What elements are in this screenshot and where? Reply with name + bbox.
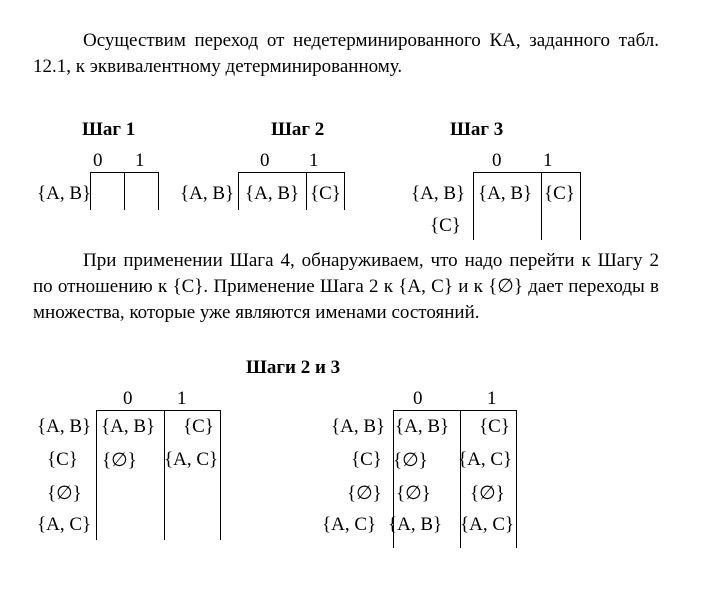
table3-row1-label: {A, B} [411, 183, 466, 204]
table3-top-rule [473, 172, 580, 173]
paragraph-intro-text: Осуществим переход от недетерминированного КА, заданного табл. 12.1, к эквивалентному детерминированному. [33, 30, 659, 77]
table2-divider-c [344, 172, 345, 210]
table2-header-0: 0 [260, 150, 270, 171]
table4-divider-c [220, 410, 221, 540]
step3-title: Шаг 3 [450, 119, 504, 140]
table1-divider-b [124, 172, 125, 210]
table4-row1-label: {A, B} [37, 416, 92, 437]
table5-row2-c1: {A, C} [458, 449, 513, 470]
table5-row4-c0: {A, B} [388, 514, 443, 535]
table2-divider-b [306, 172, 307, 210]
table3-row1-c0: {A, B} [478, 183, 533, 204]
table3-header-1: 1 [543, 150, 553, 171]
table4-top-rule [96, 410, 220, 411]
table5-header-1: 1 [487, 388, 497, 409]
table3-header-0: 0 [492, 150, 502, 171]
table5-row1-c1: {C} [479, 416, 510, 437]
table5-row3-c0: {∅} [396, 483, 431, 504]
table4-row1-c0: {A, B} [101, 416, 156, 437]
table5-row4-c1: {A, C} [460, 514, 515, 535]
table3-row1-c1: {C} [544, 183, 575, 204]
table2-row1-c1: {C} [310, 183, 341, 204]
table1-divider-c [158, 172, 159, 210]
steps23-title: Шаги 2 и 3 [246, 357, 341, 378]
table4-row4-label: {A, C} [37, 514, 92, 535]
table2-divider-a [238, 172, 239, 210]
table5-row2-c0: {∅} [393, 450, 428, 471]
table5-row1-c0: {A, B} [395, 416, 450, 437]
table5-row4-label: {A, C} [322, 514, 377, 535]
table5-row1-label: {A, B} [331, 416, 386, 437]
table4-divider-a [96, 410, 97, 540]
table5-header-0: 0 [413, 388, 423, 409]
paragraph-step4 [33, 248, 659, 326]
table2-row1-label: {A, B} [180, 183, 235, 204]
table4-row1-c1: {C} [183, 416, 214, 437]
table3-divider-b [541, 172, 542, 240]
table2-row1-c0: {A, B} [245, 183, 300, 204]
table4-row3-label: {∅} [47, 483, 82, 504]
table5-top-rule [393, 410, 516, 411]
table1-header-0: 0 [93, 150, 103, 171]
table1-header-1: 1 [135, 150, 145, 171]
table3-divider-a [473, 172, 474, 240]
table5-row3-label: {∅} [347, 483, 382, 504]
table2-header-1: 1 [309, 150, 319, 171]
table3-row2-label: {C} [430, 215, 461, 236]
table5-row2-label: {C} [351, 449, 382, 470]
table4-header-0: 0 [123, 388, 133, 409]
paragraph-step4-text: При применении Шага 4, обнаруживаем, что надо перейти к Шагу 2 по отношению к {C}. Применение Шага 2 к {A, C} и к {∅} дает переходы в множества, которые уже являются именами состояний. [33, 250, 659, 323]
step2-title: Шаг 2 [271, 119, 325, 140]
table4-header-1: 1 [177, 388, 187, 409]
table4-row2-label: {C} [47, 449, 78, 470]
table3-divider-c [580, 172, 581, 240]
step1-title: Шаг 1 [82, 119, 136, 140]
table2-top-rule [238, 172, 344, 173]
table1-row1-label: {A, B} [37, 183, 92, 204]
paragraph-intro [33, 28, 659, 80]
table5-divider-c [516, 410, 517, 548]
table4-row2-c1: {A, C} [164, 449, 219, 470]
table5-row3-c1: {∅} [470, 483, 505, 504]
table4-row2-c0: {∅} [102, 450, 137, 471]
table4-divider-b [164, 410, 165, 540]
